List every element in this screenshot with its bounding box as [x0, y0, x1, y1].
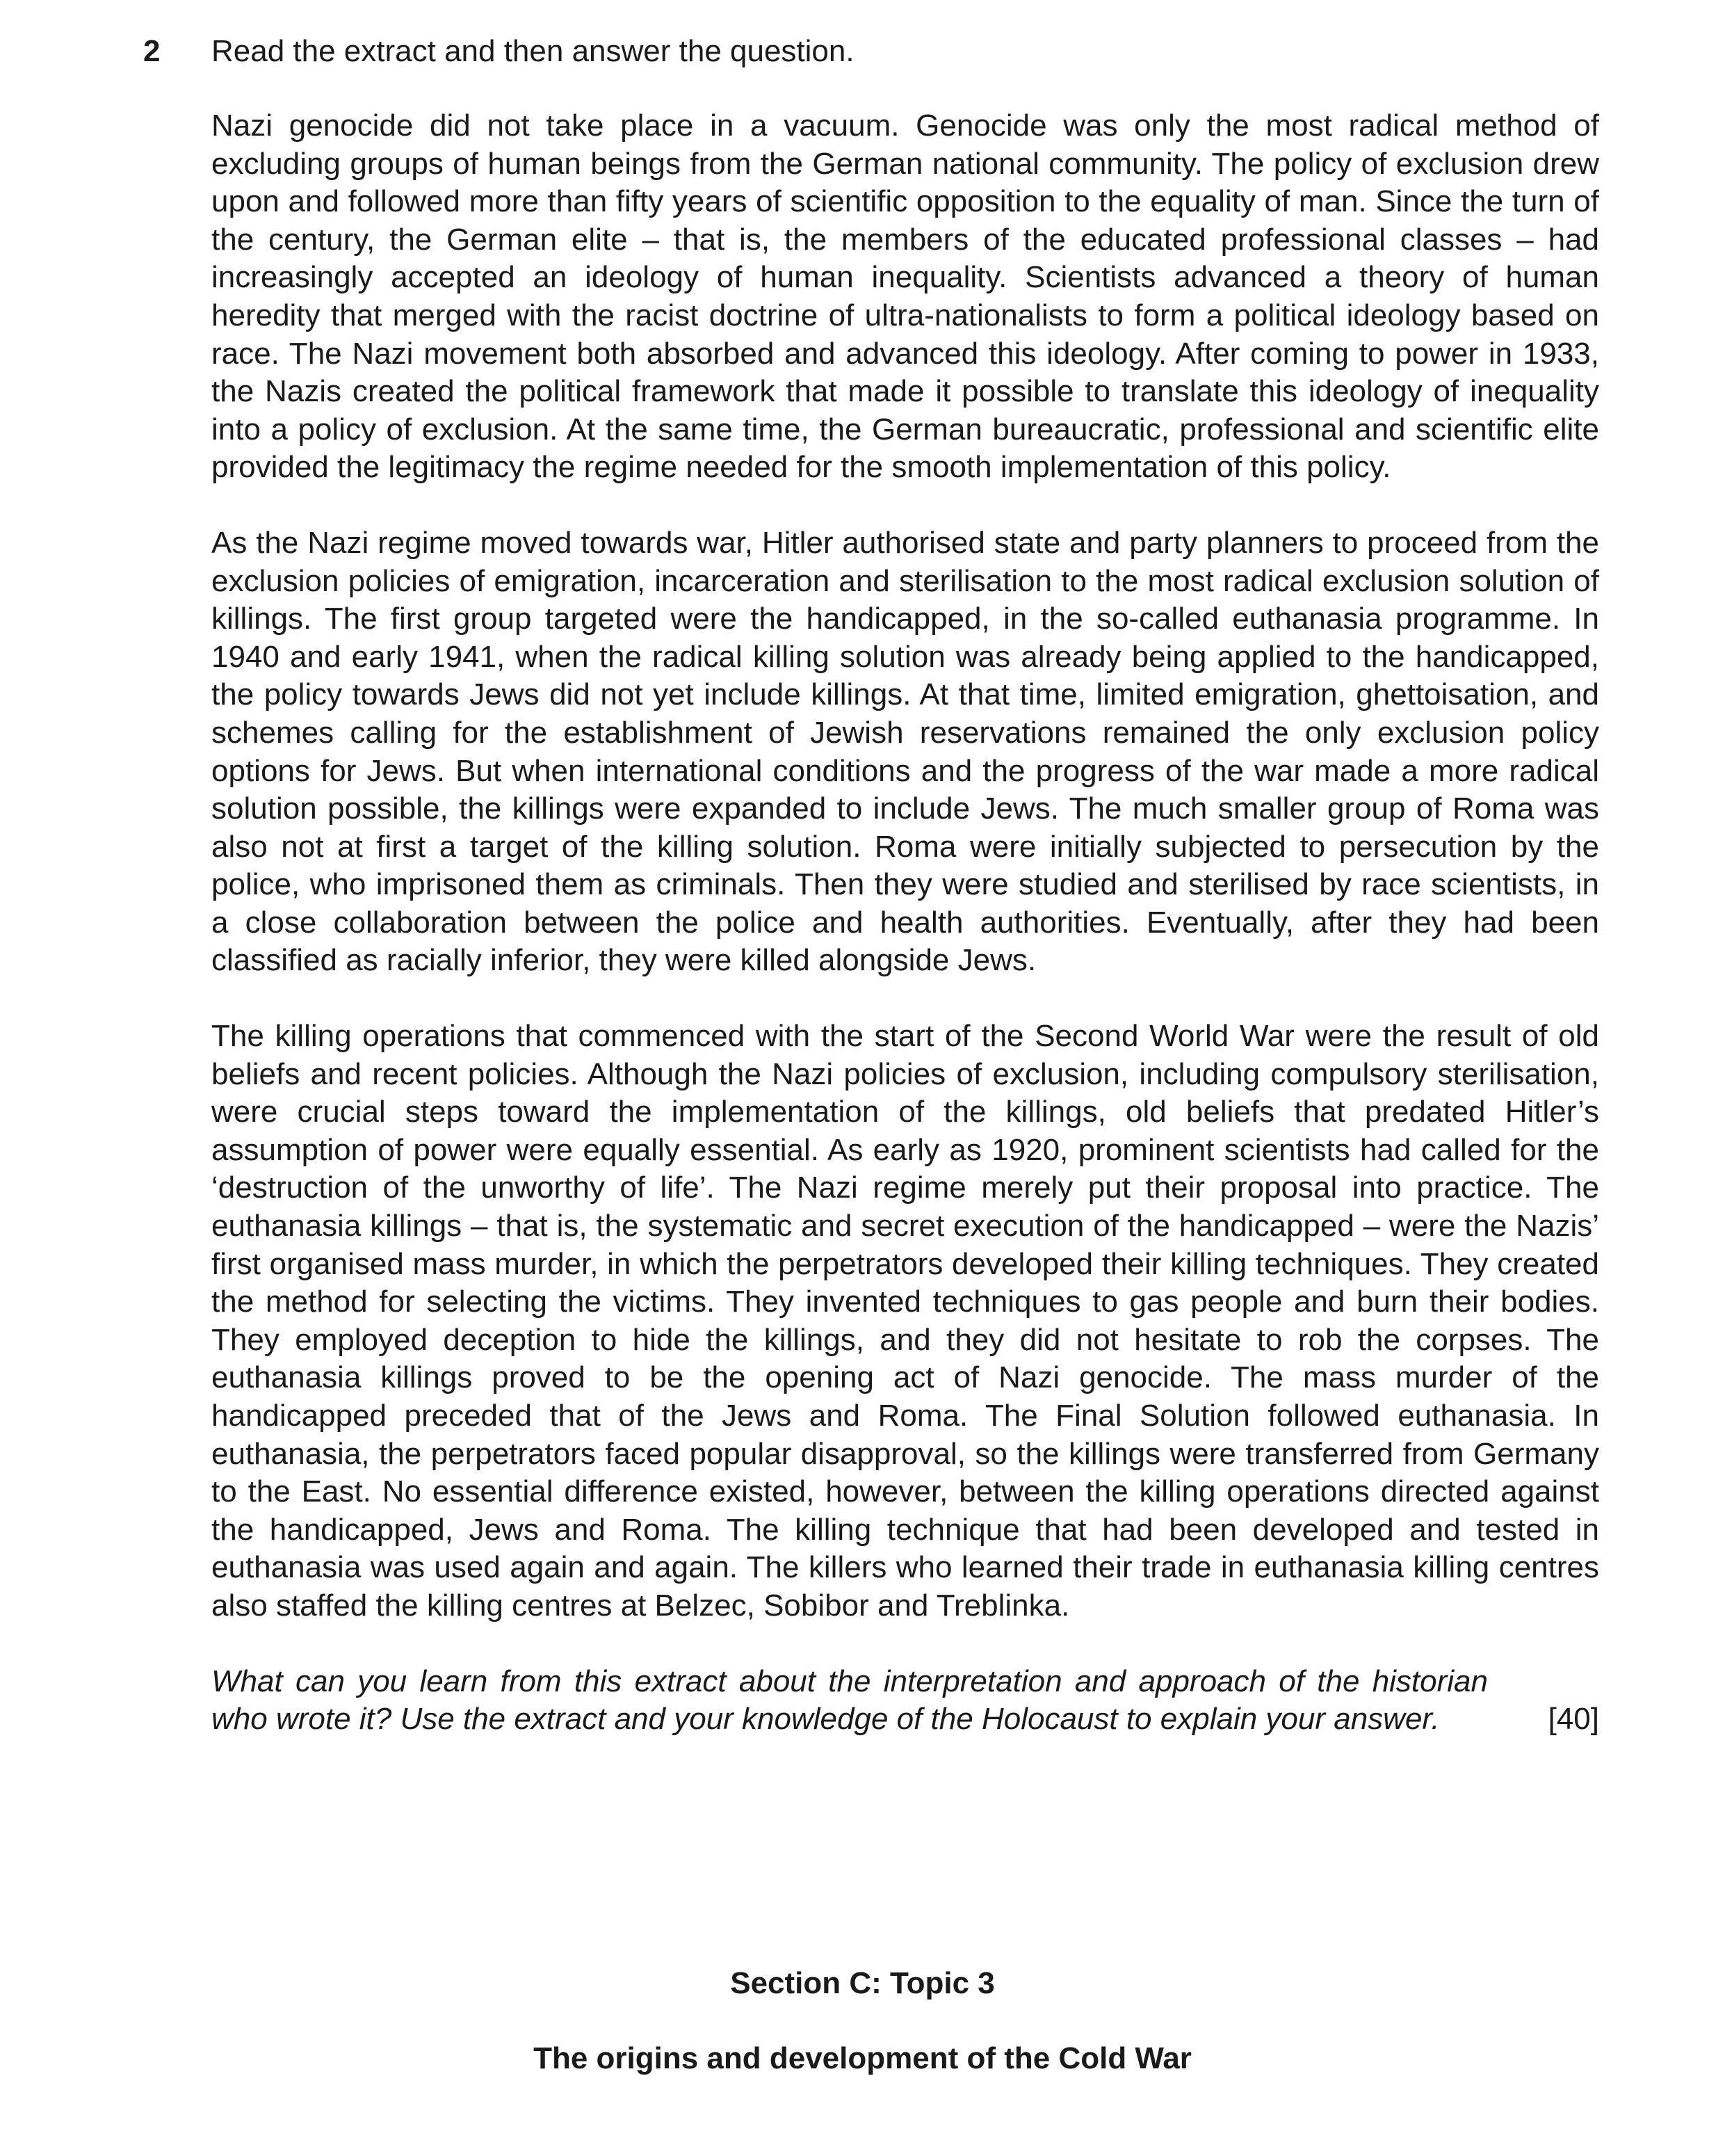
question-prompt-block: [211, 1663, 1599, 1739]
question-instruction: Read the extract and then answer the question.: [211, 34, 855, 68]
extract: [211, 107, 1599, 1625]
section-subtitle: The origins and development of the Cold War: [533, 2041, 1192, 2075]
extract-paragraph-3: The killing operations that commenced with the start of the Second World War were the result of old beliefs and recent policies. Although the Nazi policies of exclusion, including compulsory sterilisation, were crucial steps toward the implementation of the killings, old beliefs that predated Hitler’s assumption of power were equally essential. As early as 1920, prominent scientists had called for the ‘destruction of the unworthy of life’. The Nazi regime merely put their proposal into practice. The euthanasia killings – that is, the systematic and secret execution of the handicapped – were the Nazis’ first organised mass murder, in which the perpetrators developed their killing techniques. They created the method for selecting the victims. They invented techniques to gas people and burn their bodies. They employed deception to hide the killings, and they did not hesitate to rob the corpses. The euthanasia killings proved to be the opening act of Nazi genocide. The mass murder of the handicapped preceded that of the Jews and Roma. The Final Solution followed euthanasia. In euthanasia, the perpetrators faced popular disapproval, so the killings were transferred from Germany to the East. No essential difference existed, however, between the killing operations directed against the handicapped, Jews and Roma. The killing technique that had been developed and tested in euthanasia was used again and again. The killers who learned their trade in euthanasia killing centres also staffed the killing centres at Belzec, Sobibor and Treblinka.: [211, 1019, 1599, 1623]
section-title: Section C: Topic 3: [730, 1966, 995, 2000]
extract-paragraph-2: As the Nazi regime moved towards war, Hitler authorised state and party planners to proceed from the exclusion policies of emigration, incarceration and sterilisation to the most radical exclusion solution of killings. The first group targeted were the handicapped, in the so-called euthanasia programme. In 1940 and early 1941, when the radical killing solution was already being applied to the handicapped, the policy towards Jews did not yet include killings. At that time, limited emigration, ghettoisation, and schemes calling for the establishment of Jewish reservations remained the only exclusion policy options for Jews. But when international conditions and the progress of the war made a more radical solution possible, the killings were expanded to include Jews. The much smaller group of Roma was also not at first a target of the killing solution. Roma were initially subjected to persecution by the police, who imprisoned them as criminals. Then they were studied and sterilised by race scientists, in a close collaboration between the police and health authorities. Eventually, after they had been classified as racially inferior, they were killed alongside Jews.: [211, 525, 1599, 978]
question-prompt: What can you learn from this extract about the interpretation and approach of the historian who wrote it? Use the extract and your knowledge of the Holocaust to explain your answer.: [211, 1664, 1488, 1737]
question-content: [211, 31, 1599, 1739]
question-number: 2: [143, 34, 161, 68]
marks-allocation: [40]: [1548, 1702, 1599, 1737]
extract-paragraph-1: Nazi genocide did not take place in a vacuum. Genocide was only the most radical method of excluding groups of human beings from the German national community. The policy of exclusion drew upon and followed more than fifty years of scientific opposition to the equality of man. Since the turn of the century, the German elite – that is, the members of the educated professional classes – had increasingly accepted an ideology of human inequality. Scientists advanced a theory of human heredity that merged with the racist doctrine of ultra-nationalists to form a political ideology based on race. The Nazi movement both absorbed and advanced this ideology. After coming to power in 1933, the Nazis created the political framework that made it possible to translate this ideology of inequality into a policy of exclusion. At the same time, the German bureaucratic, professional and scientific elite provided the legitimacy the regime needed for the smooth implementation of this policy.: [211, 108, 1599, 485]
